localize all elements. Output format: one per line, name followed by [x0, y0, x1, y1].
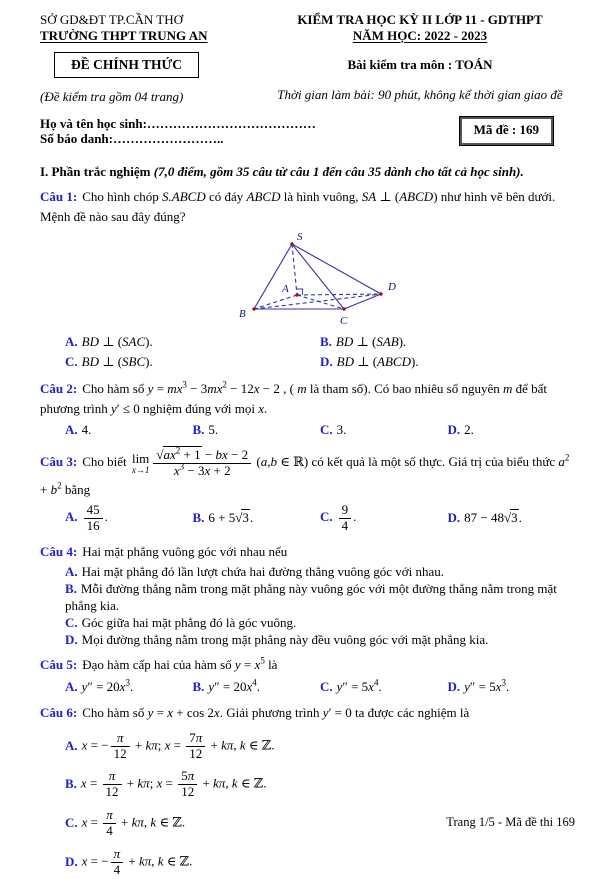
option-a: [65, 730, 575, 763]
option-d: [448, 421, 576, 440]
exam-duration: Thời gian làm bài: 90 phút, không kể thời gian giao đề: [277, 87, 563, 102]
option-b: [193, 509, 321, 528]
option-c-letter: C.: [65, 614, 78, 630]
student-id-line: Số báo danh:……………………..: [40, 130, 224, 146]
option-b: [320, 333, 575, 352]
option-d-text: $y'' = 5x^3$.: [464, 677, 510, 694]
option-b: [65, 581, 575, 615]
question-5-stem: [40, 655, 575, 675]
school-year: NĂM HỌC: 2022 - 2023: [352, 28, 488, 43]
option-d: [65, 632, 575, 649]
option-d-text: Mọi đường thẳng nằm trong mặt phẳng này đều vuông góc với mặt phẳng kia.: [81, 631, 489, 647]
option-c-text: $\frac{9}{4}$ .: [337, 509, 357, 524]
question-4-label: Câu 4:: [40, 543, 78, 559]
option-d-text: 2.: [464, 422, 474, 438]
question-2-stem: [40, 379, 575, 419]
question-4-text: Hai mặt phẳng vuông góc với nhau nếu: [82, 543, 288, 559]
option-b-text: $y'' = 20x^4$.: [208, 677, 260, 694]
option-c-letter: C.: [65, 354, 78, 369]
department-name: SỞ GD&ĐT TP.CẦN THƠ: [40, 12, 184, 27]
exam-subject: Bài kiểm tra môn : TOÁN: [347, 57, 493, 72]
option-b-text: BD ⊥ (SAB).: [335, 334, 407, 350]
question-1-text: Cho hình chóp S.ABCD có đáy ABCD là hình vuông, SA ⊥ (ABCD) như hình vẽ bên dưới. Mệnh đề nào sau đây đúng?: [40, 188, 556, 225]
option-d-letter: D.: [447, 422, 461, 438]
option-d: [320, 353, 575, 372]
option-c-text: 3.: [336, 422, 347, 438]
option-b-letter: B.: [192, 510, 205, 525]
option-d-letter: D.: [65, 854, 78, 870]
option-c-text: Góc giữa hai mặt phẳng đó là góc vuông.: [81, 614, 297, 630]
pyramid-figure: [58, 229, 575, 331]
option-b-letter: B.: [65, 776, 77, 792]
option-a-letter: A.: [65, 678, 78, 694]
option-b-letter: B.: [320, 334, 332, 350]
option-b: [193, 421, 321, 440]
option-a-text: $y'' = 20x^3$.: [81, 677, 134, 694]
option-d-text: x = − $\frac{\pi}{4}$ + kπ, k ∈ ℤ.: [81, 846, 193, 878]
option-c: [320, 678, 448, 697]
option-c-text: x = $\frac{\pi}{4}$ + kπ, k ∈ ℤ.: [81, 807, 186, 839]
option-d-letter: D.: [447, 678, 461, 694]
option-a-letter: A.: [65, 509, 78, 525]
official-exam-box: ĐỀ CHÍNH THỨC: [54, 52, 199, 78]
question-4-stem: [40, 542, 575, 562]
question-2: [40, 379, 575, 440]
question-4: [40, 542, 575, 649]
option-c-letter: C.: [65, 815, 78, 831]
option-a-letter: A.: [65, 737, 78, 753]
option-b-text: x = $\frac{\pi}{12}$ + kπ; x = $\frac{5\pi}{12}$ + kπ, k ∈ ℤ.: [80, 768, 267, 800]
question-6-label: Câu 6:: [40, 705, 78, 721]
student-name-line: Họ và tên học sinh:…………………………………: [40, 116, 316, 131]
question-4-options: [40, 564, 575, 648]
question-3-text: Cho biết lim x→1 $\frac{√ax^2 + 1 - bx - 2}{x^3 - 3x + 2}$ (a,b ∈ ℝ) có kết quả là một số thực. Giá trị của biểu thức $a^2 + b^2$ bằng: [40, 445, 570, 497]
option-c-text: BD ⊥ (SBC).: [81, 354, 153, 369]
option-c: [65, 353, 320, 372]
option-b-letter: B.: [192, 678, 205, 694]
option-b-text: 5.: [208, 422, 219, 438]
question-1-label: Câu 1:: [40, 188, 78, 204]
question-3-options: [40, 502, 575, 535]
option-a-letter: A.: [65, 334, 78, 350]
pages-note: (Đề kiểm tra gồm 04 trang): [40, 89, 184, 104]
option-a: [65, 564, 575, 581]
question-6-options: [40, 730, 575, 879]
option-d: [448, 509, 576, 528]
question-3: [40, 447, 575, 535]
question-6: [40, 703, 575, 879]
option-d-text: BD ⊥ (ABCD).: [336, 354, 419, 369]
option-a-letter: A.: [65, 564, 78, 579]
option-a: [65, 333, 320, 352]
question-6-text: Cho hàm số y = x + cos 2x. Giải phương trình y′ = 0 ta được các nghiệm là: [82, 705, 470, 721]
option-d-letter: D.: [320, 354, 333, 369]
option-b-letter: B.: [192, 422, 205, 438]
student-info: [40, 117, 316, 147]
option-c: [320, 502, 448, 535]
option-b-text: 6 + 5√3.: [208, 510, 254, 525]
vertex-label-b: B: [238, 308, 246, 321]
section-detail: (7,0 điểm, gồm 35 câu từ câu 1 đến câu 35 dành cho tất cả học sinh).: [153, 163, 524, 179]
question-3-stem: [40, 447, 575, 500]
question-5-label: Câu 5:: [40, 657, 78, 673]
option-a: [65, 421, 193, 440]
page-footer: Trang 1/5 - Mã đề thi 169: [446, 815, 575, 829]
option-c: [320, 421, 448, 440]
option-a-text: x = − $\frac{\pi}{12}$ + kπ; x = $\frac{7\pi}{12}$ + kπ, k ∈ ℤ.: [81, 729, 275, 761]
section-title: [40, 164, 575, 180]
question-3-label: Câu 3:: [40, 454, 78, 470]
option-d-letter: D.: [447, 510, 461, 525]
exam-code-box: Mã đề : 169: [460, 117, 553, 145]
pyramid-svg: [201, 229, 433, 327]
option-c-letter: C.: [320, 422, 333, 438]
option-b-letter: B.: [65, 580, 77, 596]
option-d-letter: D.: [65, 631, 78, 647]
section-prefix: I. Phần trắc nghiệm: [40, 163, 154, 179]
question-5: [40, 655, 575, 696]
vertex-label-c: C: [339, 315, 347, 328]
vertex-label-a: A: [281, 283, 289, 296]
school-name: TRƯỜNG THPT TRUNG AN: [40, 28, 208, 43]
header-left: [40, 12, 265, 105]
option-c-letter: C.: [320, 509, 333, 525]
option-b: [65, 768, 575, 801]
vertex-label-d: D: [387, 281, 396, 294]
option-a-letter: A.: [65, 422, 78, 438]
question-5-options: [40, 678, 575, 697]
option-b-text: Mỗi đường thẳng nằm trong mặt phẳng này vuông góc với một đường thẳng nằm trong mặt phẳng kia.: [65, 580, 557, 613]
option-b: [193, 678, 321, 697]
question-1-stem: [40, 187, 575, 227]
exam-header: [40, 12, 575, 105]
option-a-text: BD ⊥ (SAC).: [81, 334, 153, 350]
option-d-text: 87 − 48√3.: [464, 510, 522, 525]
header-right: [265, 12, 575, 105]
question-1-options: [40, 333, 575, 372]
option-a: [65, 678, 193, 697]
option-c: [65, 615, 575, 632]
question-6-stem: [40, 703, 575, 723]
question-1: [40, 187, 575, 372]
option-a-text: $\frac{45}{16}$ .: [82, 509, 108, 524]
question-5-text: Đạo hàm cấp hai của hàm số $y = x^5$ là: [82, 656, 278, 673]
question-2-options: [40, 421, 575, 440]
question-2-label: Câu 2:: [40, 380, 78, 396]
vertex-label-s: S: [296, 231, 302, 244]
option-d: [448, 678, 576, 697]
option-a: [65, 502, 193, 535]
student-info-row: [40, 117, 575, 147]
option-a-text: Hai mặt phẳng đó lần lượt chứa hai đường thẳng vuông góc với nhau.: [81, 564, 444, 579]
option-c-text: $y'' = 5x^4$.: [336, 677, 382, 694]
question-2-text: Cho hàm số $y = mx^3 - 3mx^2 - 12x - 2$ , ( m là tham số). Có bao nhiêu số nguyên m để bất phương trình y′ ≤ 0 nghiệm đúng với mọi x.: [40, 379, 548, 416]
option-c-letter: C.: [320, 678, 333, 694]
option-a-text: 4.: [81, 422, 92, 438]
option-d: [65, 846, 575, 879]
exam-title: KIỂM TRA HỌC KỲ II LỚP 11 - GDTHPT: [297, 12, 543, 27]
